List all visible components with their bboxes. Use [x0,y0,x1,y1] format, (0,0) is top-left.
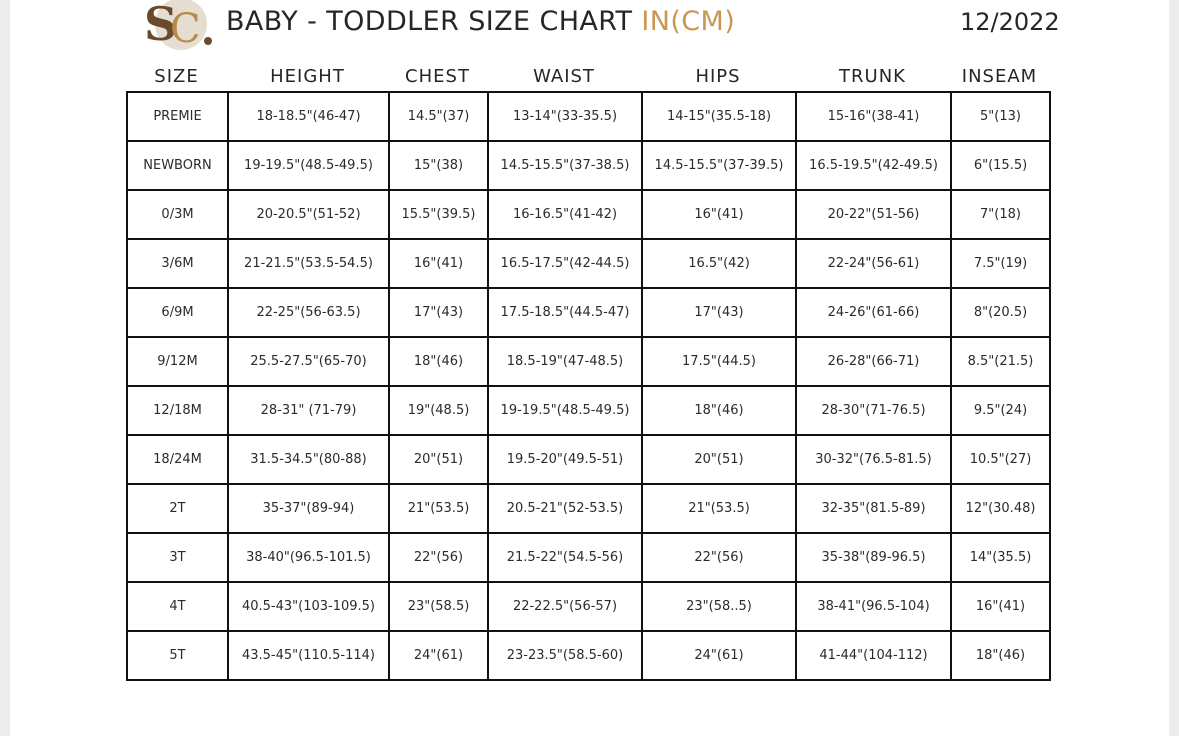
cell-trunk: 20-22"(51-56) [796,190,951,239]
cell-height: 20-20.5"(51-52) [228,190,389,239]
cell-size: 9/12M [127,337,228,386]
cell-inseam: 18"(46) [951,631,1050,680]
cell-chest: 22"(56) [389,533,488,582]
cell-chest: 20"(51) [389,435,488,484]
cell-chest: 24"(61) [389,631,488,680]
cell-waist: 17.5-18.5"(44.5-47) [488,288,642,337]
table-row [127,582,1050,631]
size-chart-page [10,0,1169,736]
cell-inseam: 8"(20.5) [951,288,1050,337]
cell-waist: 22-22.5"(56-57) [488,582,642,631]
chart-title-main: BABY - TODDLER SIZE CHART [226,6,642,37]
cell-trunk: 35-38"(89-96.5) [796,533,951,582]
cell-hips: 18"(46) [642,386,796,435]
cell-trunk: 26-28"(66-71) [796,337,951,386]
cell-chest: 15.5"(39.5) [389,190,488,239]
table-row [127,239,1050,288]
column-header-height: HEIGHT [270,66,345,87]
cell-hips: 16"(41) [642,190,796,239]
cell-inseam: 10.5"(27) [951,435,1050,484]
table-row [127,533,1050,582]
cell-hips: 20"(51) [642,435,796,484]
cell-hips: 24"(61) [642,631,796,680]
cell-inseam: 12"(30.48) [951,484,1050,533]
cell-hips: 14-15"(35.5-18) [642,92,796,141]
table-row [127,288,1050,337]
brand-logo [136,0,220,54]
cell-hips: 21"(53.5) [642,484,796,533]
column-header-trunk: TRUNK [839,66,906,87]
cell-size: 5T [127,631,228,680]
cell-chest: 23"(58.5) [389,582,488,631]
cell-chest: 14.5"(37) [389,92,488,141]
cell-hips: 14.5-15.5"(37-39.5) [642,141,796,190]
cell-trunk: 41-44"(104-112) [796,631,951,680]
cell-trunk: 16.5-19.5"(42-49.5) [796,141,951,190]
cell-height: 25.5-27.5"(65-70) [228,337,389,386]
cell-inseam: 8.5"(21.5) [951,337,1050,386]
table-row [127,337,1050,386]
cell-height: 40.5-43"(103-109.5) [228,582,389,631]
cell-size: 0/3M [127,190,228,239]
cell-inseam: 6"(15.5) [951,141,1050,190]
cell-waist: 19-19.5"(48.5-49.5) [488,386,642,435]
cell-chest: 19"(48.5) [389,386,488,435]
cell-hips: 23"(58..5) [642,582,796,631]
column-header-size: SIZE [154,66,199,87]
cell-trunk: 15-16"(38-41) [796,92,951,141]
cell-size: 4T [127,582,228,631]
column-header-inseam: INSEAM [961,66,1038,87]
cell-height: 43.5-45"(110.5-114) [228,631,389,680]
chart-title [226,6,735,37]
cell-waist: 21.5-22"(54.5-56) [488,533,642,582]
cell-size: 2T [127,484,228,533]
table-row [127,484,1050,533]
table-row [127,92,1050,141]
cell-height: 31.5-34.5"(80-88) [228,435,389,484]
cell-waist: 14.5-15.5"(37-38.5) [488,141,642,190]
cell-chest: 21"(53.5) [389,484,488,533]
column-header-waist: WAIST [533,66,595,87]
column-header-chest: CHEST [405,66,470,87]
column-header-hips: HIPS [695,66,741,87]
table-row [127,386,1050,435]
cell-waist: 19.5-20"(49.5-51) [488,435,642,484]
cell-waist: 16.5-17.5"(42-44.5) [488,239,642,288]
column-headers [126,66,1049,90]
size-table [126,91,1051,681]
cell-size: NEWBORN [127,141,228,190]
table-row [127,435,1050,484]
svg-text:C: C [170,6,201,52]
cell-waist: 18.5-19"(47-48.5) [488,337,642,386]
cell-trunk: 38-41"(96.5-104) [796,582,951,631]
cell-hips: 17"(43) [642,288,796,337]
cell-size: 3T [127,533,228,582]
cell-trunk: 28-30"(71-76.5) [796,386,951,435]
cell-chest: 15"(38) [389,141,488,190]
cell-size: 3/6M [127,239,228,288]
cell-trunk: 24-26"(61-66) [796,288,951,337]
cell-size: 12/18M [127,386,228,435]
cell-height: 19-19.5"(48.5-49.5) [228,141,389,190]
cell-inseam: 16"(41) [951,582,1050,631]
cell-inseam: 7.5"(19) [951,239,1050,288]
cell-waist: 16-16.5"(41-42) [488,190,642,239]
cell-height: 28-31" (71-79) [228,386,389,435]
cell-inseam: 5"(13) [951,92,1050,141]
cell-height: 18-18.5"(46-47) [228,92,389,141]
cell-waist: 23-23.5"(58.5-60) [488,631,642,680]
cell-size: PREMIE [127,92,228,141]
chart-title-unit: IN(CM) [641,6,736,37]
cell-chest: 17"(43) [389,288,488,337]
cell-size: 6/9M [127,288,228,337]
cell-height: 22-25"(56-63.5) [228,288,389,337]
cell-waist: 13-14"(33-35.5) [488,92,642,141]
cell-trunk: 22-24"(56-61) [796,239,951,288]
cell-height: 35-37"(89-94) [228,484,389,533]
cell-trunk: 32-35"(81.5-89) [796,484,951,533]
table-row [127,631,1050,680]
table-row [127,141,1050,190]
cell-hips: 22"(56) [642,533,796,582]
cell-waist: 20.5-21"(52-53.5) [488,484,642,533]
cell-chest: 16"(41) [389,239,488,288]
cell-trunk: 30-32"(76.5-81.5) [796,435,951,484]
cell-hips: 16.5"(42) [642,239,796,288]
cell-height: 21-21.5"(53.5-54.5) [228,239,389,288]
cell-inseam: 14"(35.5) [951,533,1050,582]
cell-hips: 17.5"(44.5) [642,337,796,386]
table-row [127,190,1050,239]
cell-chest: 18"(46) [389,337,488,386]
cell-inseam: 9.5"(24) [951,386,1050,435]
cell-size: 18/24M [127,435,228,484]
svg-text:S: S [144,0,178,51]
chart-date: 12/2022 [960,8,1060,36]
cell-height: 38-40"(96.5-101.5) [228,533,389,582]
cell-inseam: 7"(18) [951,190,1050,239]
